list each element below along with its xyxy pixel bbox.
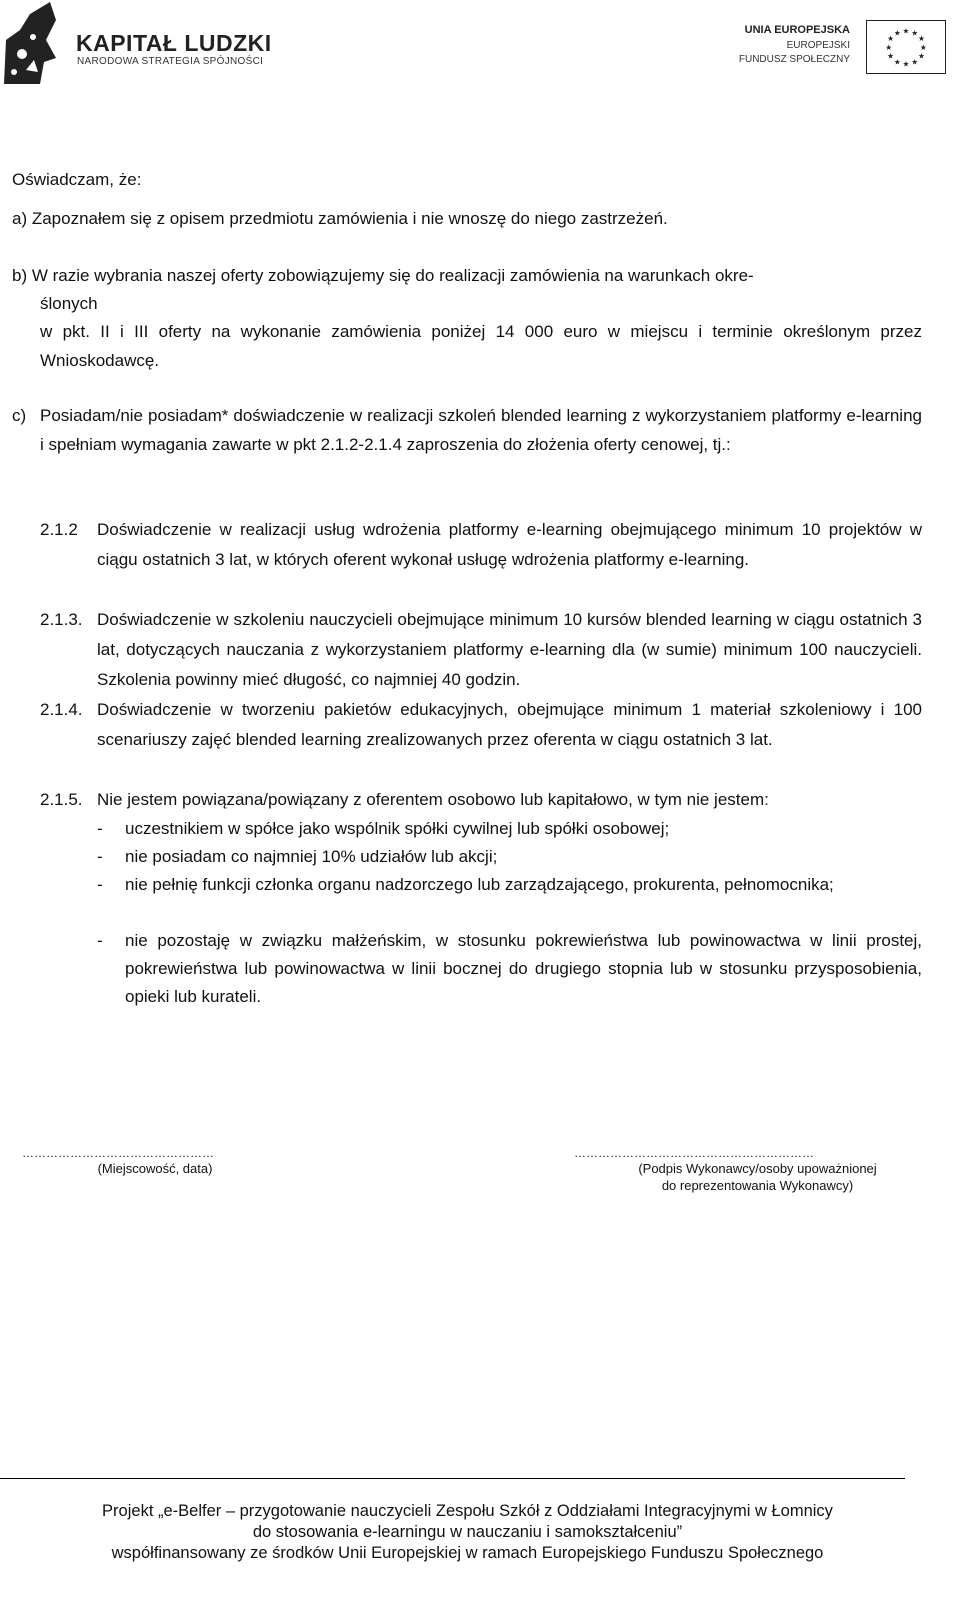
svg-text:★: ★ bbox=[893, 57, 901, 67]
svg-text:★: ★ bbox=[902, 59, 910, 69]
dash-item: nie posiadam co najmniej 10% udziałów lub akcji; bbox=[125, 847, 498, 866]
svg-text:★: ★ bbox=[893, 28, 901, 38]
clause-b-line1: b) W razie wybrania naszej oferty zobowiązujemy się do realizacji zamówienia na warunkach okre- bbox=[12, 266, 754, 285]
clause-a: a) Zapoznałem się z opisem przedmiotu zamówienia i nie wnoszę do niego zastrzeżeń. bbox=[12, 209, 668, 228]
clause-b-line2: ślonych bbox=[40, 294, 98, 313]
dash-bullet: - bbox=[97, 847, 103, 866]
intro-text: Oświadczam, że: bbox=[12, 170, 142, 189]
item-number: 2.1.2 bbox=[40, 520, 78, 539]
eu-logo-line2: EUROPEJSKI bbox=[786, 40, 850, 51]
item-number: 2.1.3. bbox=[40, 610, 83, 629]
place-date-line: ………………………………………… bbox=[22, 1146, 214, 1160]
dash-item: uczestnikiem w spółce jako wspólnik spółki cywilnej lub spółki osobowej; bbox=[125, 819, 670, 838]
dash-item: nie pełnię funkcji członka organu nadzorczego lub zarządzającego, prokurenta, pełnomocnika; bbox=[125, 875, 834, 894]
svg-text:★: ★ bbox=[885, 42, 893, 52]
signature-caption-line2: do reprezentowania Wykonawcy) bbox=[661, 1178, 854, 1193]
footer bbox=[0, 1501, 935, 1564]
logo-title: KAPITAŁ LUDZKI bbox=[76, 30, 272, 56]
kapital-ludzki-emblem-icon bbox=[0, 0, 70, 86]
dash-item: nie pozostaję w związku małżeńskim, w stosunku pokrewieństwa lub powinowactwa w linii prostej, pokrewieństwa lub powinowactwa w linii bocznej do drugiego stopnia lub w stosunku przysposobienia, opieki lub kurateli. bbox=[125, 931, 922, 1006]
dash-bullet: - bbox=[97, 819, 103, 838]
signature-line: …………………………………………………… bbox=[574, 1146, 814, 1160]
eu-logo bbox=[730, 18, 950, 78]
eu-logo-line3: FUNDUSZ SPOŁECZNY bbox=[738, 54, 850, 65]
footer-divider bbox=[0, 1478, 905, 1479]
svg-text:★: ★ bbox=[887, 51, 895, 61]
eu-flag-icon bbox=[866, 20, 946, 74]
clause-b-rest: w pkt. II i III oferty na wykonanie zamówienia poniżej 14 000 euro w miejscu i terminie określonym przez Wnioskodawcę. bbox=[40, 322, 922, 370]
svg-text:★: ★ bbox=[919, 42, 927, 52]
signature-caption-line1: (Podpis Wykonawcy/osoby upoważnionej bbox=[638, 1161, 877, 1176]
dash-bullet: - bbox=[97, 931, 103, 950]
item-text: Doświadczenie w szkoleniu nauczycieli obejmujące minimum 10 kursów blended learning w ciągu ostatnich 3 lat, dotyczących nauczania z wykorzystaniem platformy e-learning dla (w sumie) minimum 100 nauczycieli. Szkolenia powinny mieć długość, co najmniej 40 godzin. bbox=[97, 610, 922, 689]
place-date-caption: (Miejscowość, data) bbox=[97, 1161, 213, 1176]
item-text: Nie jestem powiązana/powiązany z oferentem osobowo lub kapitałowo, w tym nie jestem: bbox=[97, 790, 769, 809]
logo-subtitle: NARODOWA STRATEGIA SPÓJNOŚCI bbox=[77, 56, 264, 67]
item-number: 2.1.4. bbox=[40, 700, 83, 719]
item-number: 2.1.5. bbox=[40, 790, 83, 809]
item-text: Doświadczenie w tworzeniu pakietów edukacyjnych, obejmujące minimum 1 materiał szkoleniowy i 100 scenariuszy zajęć blended learning zrealizowanych przez oferenta w ciągu ostatnich 3 lat. bbox=[97, 700, 922, 749]
clause-c-label: c) bbox=[12, 406, 27, 425]
eu-logo-line1: UNIA EUROPEJSKA bbox=[744, 24, 850, 36]
footer-line3: współfinansowany ze środków Unii Europejskiej w ramach Europejskiego Funduszu Społecznego bbox=[111, 1544, 824, 1562]
signature-caption bbox=[600, 1160, 915, 1194]
svg-text:★: ★ bbox=[917, 51, 925, 61]
clause-c-text: Posiadam/nie posiadam* doświadczenie w realizacji szkoleń blended learning z wykorzystaniem platformy e-learning i spełniam wymagania zawarte w pkt 2.1.2-2.1.4 zaproszenia do złożenia oferty cenowej, tj.: bbox=[40, 406, 922, 454]
svg-text:★: ★ bbox=[917, 34, 925, 44]
kapital-ludzki-logo bbox=[0, 0, 270, 90]
svg-text:★: ★ bbox=[887, 34, 895, 44]
svg-text:★: ★ bbox=[902, 26, 910, 36]
footer-line1: Projekt „e-Belfer – przygotowanie nauczycieli Zespołu Szkół z Oddziałami Integracyjnymi w Łomnicy bbox=[102, 1502, 833, 1520]
footer-line2: do stosowania e-learningu w nauczaniu i samokształceniu” bbox=[252, 1523, 683, 1541]
item-text: Doświadczenie w realizacji usług wdrożenia platformy e-learning obejmującego minimum 10 projektów w ciągu ostatnich 3 lat, w których oferent wykonał usługę wdrożenia platformy e-learning. bbox=[97, 520, 922, 569]
dash-bullet: - bbox=[97, 875, 103, 894]
svg-text:★: ★ bbox=[911, 28, 919, 38]
svg-text:★: ★ bbox=[911, 57, 919, 67]
